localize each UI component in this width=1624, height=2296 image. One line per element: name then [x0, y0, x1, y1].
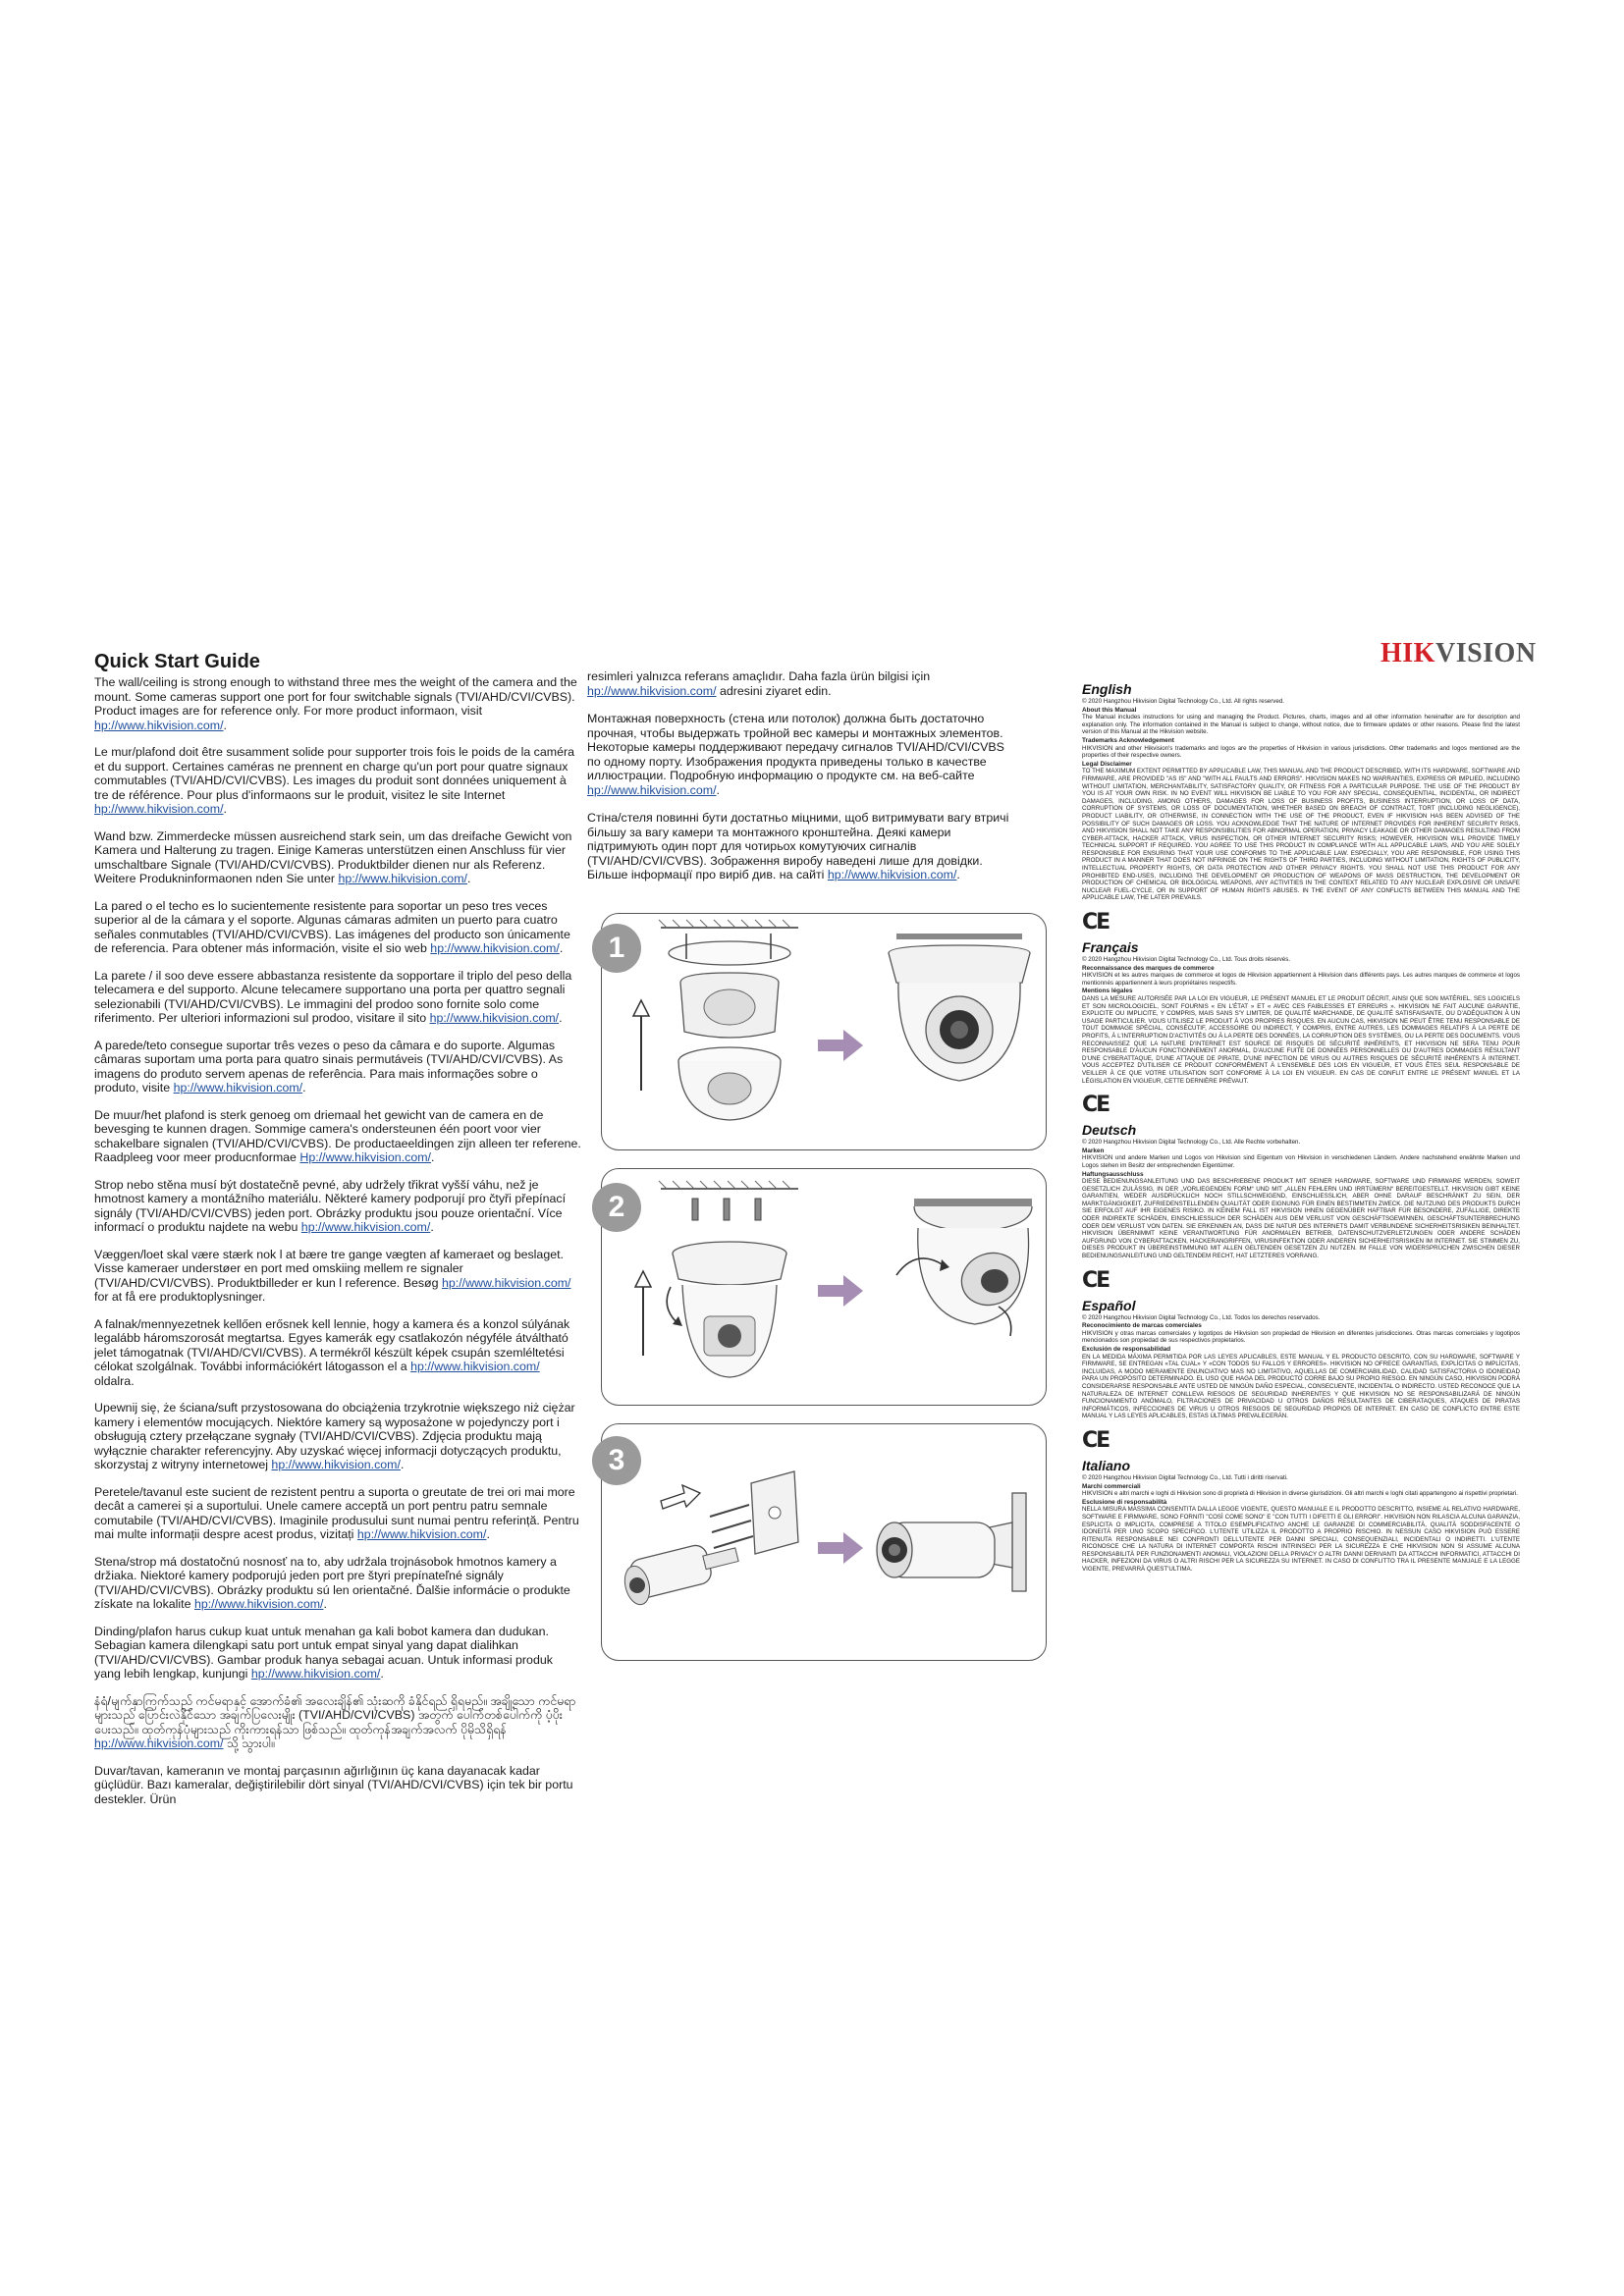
paragraph-text: Peretele/tavanul este sucient de rezistent pentru a suporta o greutate de trei ori mai more decât a camerei și a suportului. Unele camere acceptă un port pentru patru semnale comutabile (TVI/AHD/CVI/CVBS). Imaginile produsului sunt numai pentru referință. Pentru mai multe informații despre acest produs, vizitați	[94, 1484, 579, 1541]
paragraph-text: The wall/ceiling is strong enough to withstand three mes the weight of the camera and the mount. Some cameras support one port for four switchable signals (TVI/AHD/CVI/CVBS). Product images are for reference only. For more product informaon, visit	[94, 675, 577, 718]
paragraph-text: Duvar/tavan, kameranın ve montaj parçasının ağırlığının üç kana dayanacak kadar güçlüdür. Bazı kameralar, değiştirilebilir dört sinyal (TVI/AHD/CVI/CVBS) için tek bir portu destekler. Ürün	[94, 1763, 573, 1806]
trademark-head-german: Marken	[1082, 1147, 1105, 1154]
hikvision-website-link[interactable]: hp://www.hikvision.com/	[587, 782, 717, 797]
ce-mark-icon: CE	[1082, 1093, 1110, 1118]
language-paragraph	[94, 1108, 581, 1165]
language-paragraph	[94, 1764, 581, 1807]
paragraph-text: resimleri yalnızca referans amaçlıdır. Daha fazla ürün bilgisi için	[587, 669, 931, 683]
step-2-number: 2	[592, 1183, 641, 1232]
step-1-number: 1	[592, 924, 641, 973]
paragraph-text: De muur/het plafond is sterk genoeg om driemaal het gewicht van de camera en de bevesging te kunnen dragen. Sommige camera's ondersteunen één poort voor vier schakelbare signalen (TVI/AHD/CVI/CVBS). De productaeeldingen zijn alleen ter referene. Raadpleeg voor meer producnformae	[94, 1107, 581, 1164]
legal-text-english: TO THE MAXIMUM EXTENT PERMITTED BY APPLICABLE LAW, THIS MANUAL AND THE PRODUCT DESCRIBED, WITH ITS HARDWARE, SOFTWARE AND FIRMWARE, ARE PROVIDED "AS IS" AND "WITH ALL FAULTS AND ERRORS". HIKVISION MAKES NO WARRANTIES, EXPRESS OR IMPLIED, INCLUDING WITHOUT LIMITATION, MERCHANTABILITY, SATISFACTORY QUALITY, OR FITNESS FOR A PARTICULAR PURPOSE. THE USE OF THE PRODUCT BY YOU IS AT YOUR OWN RISK. IN NO EVENT WILL HIKVISION BE LIABLE TO YOU FOR ANY SPECIAL, CONSEQUENTIAL, INCIDENTAL, OR INDIRECT DAMAGES, INCLUDING, AMONG OTHERS, DAMAGES FOR LOSS OF BUSINESS PROFITS, BUSINESS INTERRUPTION, OR LOSS OF DATA, CORRUPTION OF SYSTEMS, OR LOSS OF DOCUMENTATION, WHETHER BASED ON BREACH OF CONTRACT, TORT (INCLUDING NEGLIGENCE), PRODUCT LIABILITY, OR OTHERWISE, IN CONNECTION WITH THE USE OF THE PRODUCT, EVEN IF HIKVISION HAS BEEN ADVISED OF THE POSSIBILITY OF SUCH DAMAGES OR LOSS. YOU ACKNOWLEDGE THAT THE NATURE OF INTERNET PROVIDES FOR INHERENT SECURITY RISKS, AND HIKVISION SHALL NOT TAKE ANY RESPONSIBILITIES FOR ABNORMAL OPERATION, PRIVACY LEAKAGE OR OTHER DAMAGES RESULTING FROM CYBER-ATTACK, HACKER ATTACK, VIRUS INSPECTION, OR OTHER INTERNET SECURITY RISKS; HOWEVER, HIKVISION WILL PROVIDE TIMELY TECHNICAL SUPPORT IF REQUIRED. YOU AGREE TO USE THIS PRODUCT IN COMPLIANCE WITH ALL APPLICABLE LAWS, AND YOU ARE SOLELY RESPONSIBLE FOR ENSURING THAT YOUR USE CONFORMS TO THE APPLICABLE LAW. ESPECIALLY, YOU ARE RESPONSIBLE, FOR USING THIS PRODUCT IN A MANNER THAT DOES NOT INFRINGE ON THE RIGHTS OF THIRD PARTIES, INCLUDING WITHOUT LIMITATION, RIGHTS OF PUBLICITY, INTELLECTUAL PROPERTY RIGHTS, OR DATA PROTECTION AND OTHER PRIVACY RIGHTS. YOU SHALL NOT USE THIS PRODUCT FOR ANY PROHIBITED END-USES, INCLUDING THE DEVELOPMENT OR PRODUCTION OF WEAPONS OF MASS DESTRUCTION, THE DEVELOPMENT OR PRODUCTION OF CHEMICAL OR BIOLOGICAL WEAPONS, ANY ACTIVITIES IN THE CONTEXT RELATED TO ANY NUCLEAR EXPLOSIVE OR UNSAFE NUCLEAR FUEL-CYCLE, OR IN SUPPORT OF HUMAN RIGHTS ABUSES. IN THE EVENT OF ANY CONFLICTS BETWEEN THIS MANUAL AND THE APPLICABLE LAW, THE LATER PREVAILS.	[1082, 768, 1520, 902]
language-paragraph	[94, 899, 581, 956]
legal-text-spanish: EN LA MEDIDA MÁXIMA PERMITIDA POR LAS LEYES APLICABLES, ESTE MANUAL Y EL PRODUCTO DESCRITO, CON SU HARDWARE, SOFTWARE Y FIRMWARE, SE ENTREGAN «TAL CUAL» Y «CON TODOS SU FALLOS Y ERRORES». HIKVISION NO OFRECE GARANTÍAS, EXPLÍCITAS O IMPLÍCITAS, INCLUIDAS, A MODO MERAMENTE ENUNCIATIVO MAS NO LIMITATIVO, AQUELLAS DE COMERCIABILIDAD, CALIDAD SATISFACTORIA O IDONEIDAD PARA UN PROPÓSITO DETERMINADO. EL USO QUE HAGA DEL PRODUCTO CORRE BAJO SU PROPIO RIESGO. EN NINGÚN CASO, HIKVISION PODRÁ CONSIDERARSE RESPONSABLE ANTE USTED DE NINGÚN DAÑO ESPECIAL, CONSECUENTE, INCIDENTAL O INDIRECTO. USTED RECONOCE QUE LA NATURALEZA DE INTERNET CONLLEVA RIESGOS DE SEGURIDAD INHERENTES Y QUE HIKVISION NO SE RESPONSABILIZARÁ DE NINGÚN FUNCIONAMIENTO ANÓMALO, FILTRACIONES DE PRIVACIDAD U OTROS DAÑOS RESULTANTES DE CIBERATAQUES, ATAQUES DE PIRATAS INFORMÁTICOS, INFECCIONES DE VIRUS U OTROS RIESGOS DE SEGURIDAD PROPIOS DE INTERNET. EN CASO DE CONFLICTO ENTRE ESTE MANUAL Y LAS LEYES APLICABLES, ESTAS ÚLTIMAS PREVALECERÁN.	[1082, 1353, 1520, 1420]
trademark-head-english: Trademarks Acknowledgement	[1082, 736, 1174, 744]
hikvision-website-link[interactable]: hp://www.hikvision.com/	[300, 1220, 431, 1234]
language-paragraph	[94, 1485, 581, 1542]
ce-mark-icon: CE	[1082, 910, 1110, 935]
language-paragraph	[94, 1401, 581, 1472]
step-2-panel	[601, 1168, 1047, 1406]
language-paragraph	[587, 669, 1019, 698]
paragraph-text: နံရံ/မျက်နှာကြက်သည် ကင်မရာနှင့် အောက်ခံ၏ အလေးချိန်၏ သုံးဆကို ခံနိုင်ရည် ရှိရမည်။ အချို့သော ကင်မရာများသည် ပြောင်းလဲနိုင်သော အချက်ပြလေးမျိုး (TVI/AHD/CVI/CVBS) အတွက် ပေါက်တစ်ပေါက်ကို ပံ့ပိုးပေးသည်။ ထုတ်ကုန်ပုံများသည် ကိုးကားရန်သာ ဖြစ်သည်။ ထုတ်ကုန်အချက်အလက် ပိုမိုသိရှိရန်	[94, 1693, 576, 1736]
language-paragraph	[94, 1555, 581, 1612]
step-1-panel	[601, 913, 1047, 1150]
hikvision-website-link[interactable]: Hp://www.hikvision.com/	[299, 1150, 431, 1164]
trademark-text-italian: HIKVISION e altri marchi e loghi di Hikvision sono di proprietà di Hikvision in diverse giurisdizioni. Gli altri marchi e loghi citati appartengono ai rispettivi proprietari.	[1082, 1490, 1518, 1498]
hikvision-website-link[interactable]: hp://www.hikvision.com/	[827, 868, 957, 881]
legal-head-spanish: Exclusión de responsabilidad	[1082, 1346, 1171, 1353]
language-paragraph	[94, 1039, 581, 1095]
hikvision-website-link[interactable]: hp://www.hikvision.com/	[173, 1081, 303, 1095]
lang-title-italian: Italiano	[1082, 1457, 1131, 1473]
lang-title-english: English	[1082, 681, 1132, 697]
trademark-head-italian: Marchi commerciali	[1082, 1482, 1141, 1490]
left-paragraphs	[94, 675, 581, 1806]
paragraph-suffix: .	[431, 1150, 435, 1164]
language-paragraph	[94, 969, 581, 1026]
step-3-illustration	[602, 1424, 1046, 1660]
step-3-number: 3	[592, 1436, 641, 1485]
language-paragraph	[94, 1625, 581, 1682]
left-column	[94, 650, 581, 1819]
legal-text-french: DANS LA MESURE AUTORISÉE PAR LA LOI EN VIGUEUR, LE PRÉSENT MANUEL ET LE PRODUIT DÉCRIT, AINSI QUE SON MATÉRIEL, SES LOGICIELS ET SON MICROLOGICIEL, SONT FOURNIS « EN L'ÉTAT » ET « AVEC CES FAIBLESSES ET ERREURS ». HIKVISION NE FAIT AUCUNE GARANTIE, EXPLICITE OU IMPLICITE, Y COMPRIS, MAIS SANS S'Y LIMITER, DE QUALITÉ MARCHANDE, DE QUALITÉ SATISFAISANTE, OU D'ADÉQUATION À UN USAGE PARTICULIER. VOUS UTILISEZ LE PRODUIT À VOS PROPRES RISQUES. EN AUCUN CAS, HIKVISION NE PEUT ÊTRE TENU RESPONSABLE DE TOUT DOMMAGE SPÉCIAL, CONSÉCUTIF, ACCESSOIRE OU INDIRECT, Y COMPRIS, ENTRE AUTRES, LES DOMMAGES RELATIFS À LA PERTE DE PROFITS, À L'INTERRUPTION D'ACTIVITÉS OU À LA PERTE DES DONNÉES, LA CORRUPTION DES SYSTÈMES, OU LA PERTE DES DOCUMENTS. VOUS RECONNAISSEZ QUE LA NATURE D'INTERNET EST SOURCE DE RISQUES DE SÉCURITÉ INHÉRENTS, ET HIKVISION NE SERA TENU POUR RESPONSABLE D'AUCUN FONCTIONNEMENT ANORMAL, D'AUCUNE FUITE DE DONNÉES PERSONNELLES OU D'AUTRES DOMMAGES RÉSULTANT D'UNE CYBERATTAQUE, D'UNE ATTAQUE DE PIRATE, D'UNE INFECTION DE VIRUS OU AUTRES RISQUES DE SÉCURITÉ INHÉRENTS À INTERNET. VOUS ACCEPTEZ D'UTILISER CE PRODUIT CONFORMÉMENT À L'ENSEMBLE DES LOIS EN VIGUEUR, ET VOUS ÊTES SEUL RESPONSABLE DE VEILLER À CE QUE VOTRE UTILISATION SOIT CONFORME À LA LOI EN VIGUEUR. EN CAS DE CONFLIT ENTRE LE PRÉSENT MANUEL ET LA LÉGISLATION EN VIGUEUR, CETTE DERNIÈRE PRÉVAUT.	[1082, 995, 1520, 1085]
hikvision-website-link[interactable]: hp://www.hikvision.com/	[271, 1458, 401, 1471]
paragraph-suffix: .	[430, 1220, 434, 1234]
paragraph-text: A parede/teto consegue suportar três vezes o peso da câmara e do suporte. Algumas câmaras suportam uma porta para quatro sinais permutáveis (TVI/AHD/CVI/CVBS). As imagens do produto servem apenas de referência. Para mais informações sobre o produto, visite	[94, 1038, 564, 1095]
paragraph-suffix: .	[323, 1597, 327, 1611]
hikvision-website-link[interactable]: hp://www.hikvision.com/	[193, 1597, 324, 1611]
copyright-french: © 2020 Hangzhou Hikvision Digital Technology Co., Ltd. Tous droits réservés.	[1082, 956, 1291, 964]
trademark-text-spanish: HIKVISION y otras marcas comerciales y logotipos de Hikvision son propiedad de Hikvision en diferentes jurisdicciones. Otras marcas comerciales y logotipos mencionados son propiedad de sus respectivos propietarios.	[1082, 1329, 1520, 1345]
trademark-head-spanish: Reconocimiento de marcas comerciales	[1082, 1322, 1202, 1330]
hikvision-website-link[interactable]: hp://www.hikvision.com/	[441, 1275, 571, 1290]
language-paragraph	[94, 1694, 581, 1751]
hikvision-website-link[interactable]: hp://www.hikvision.com/	[94, 718, 224, 732]
language-paragraph	[94, 745, 581, 817]
legal-head-english: Legal Disclaimer	[1082, 760, 1132, 768]
hikvision-website-link[interactable]: hp://www.hikvision.com/	[587, 683, 717, 698]
paragraph-text: La pared o el techo es lo sucientemente resistente para soportar un peso tres veces superior al de la cámara y el soporte. Algunas cámaras admiten un puerto para cuatro señales conmutables (TVI/AHD/CVI/CVBS). Las imágenes del producto son únicamente de referencia. Para obtener más información, visite el sio web	[94, 898, 570, 955]
paragraph-text: Strop nebo stěna musí být dostatečně pevné, aby udržely třikrat vyšší váhu, než je hmotnost kamery a montážního materiálu. Některé kamery podporují pro čtyři přepínací signály (TVI/AHD/CVI/CVBS) jeden port. Obrázky produktu jsou pouze orientační. Více informací o produktu najdete na webu	[94, 1177, 567, 1234]
step-2-illustration	[602, 1169, 1046, 1405]
lang-title-spanish: Español	[1082, 1297, 1136, 1313]
hikvision-website-link[interactable]: hp://www.hikvision.com/	[356, 1527, 487, 1541]
paragraph-suffix: .	[400, 1458, 405, 1471]
copyright-english: © 2020 Hangzhou Hikvision Digital Technology Co., Ltd. All rights reserved.	[1082, 698, 1284, 705]
trademark-head-french: Reconnaissance des marques de commerce	[1082, 964, 1215, 972]
legal-head-italian: Esclusione di responsabilità	[1082, 1498, 1167, 1506]
language-paragraph	[587, 811, 1019, 882]
trademark-text-french: HIKVISION et les autres marques de commerce et logos de Hikvision appartiennent à Hikvision dans différents pays. Les autres marques de commerce et logos mentionnés appartiennent à leurs propriétaires respectifs.	[1082, 972, 1520, 987]
manual-head-english: About this Manual	[1082, 706, 1137, 714]
legal-text-italian: NELLA MISURA MASSIMA CONSENTITA DALLA LEGGE VIGENTE, QUESTO MANUALE E IL PRODOTTO DESCRITTO, INSIEME AL RELATIVO HARDWARE, SOFTWARE E FIRMWARE, SONO FORNITI "COSÌ COME SONO" E "CON TUTTI I DIFETTI E GLI ERRORI". HIKVISION NON RILASCIA ALCUNA GARANZIA, ESPLICITA O IMPLICITA, COMPRESE A TITOLO ESEMPLIFICATIVO ANCHE LE GARANZIE DI COMMERCIABILITÀ, QUALITÀ SODDISFACENTE O IDONEITÀ PER UNO SCOPO SPECIFICO. L'UTENTE UTILIZZA IL PRODOTTO A PROPRIO RISCHIO. IN NESSUN CASO HIKVISION PUÒ ESSERE RITENUTA RESPONSABILE NEI CONFRONTI DELL'UTENTE PER DANNI SPECIALI, CONSEQUENZIALI, INCIDENTALI O INDIRETTI. L'UTENTE RICONOSCE CHE LA NATURA DI INTERNET COMPORTA RISCHI INTRINSECI PER LA SICUREZZA E CHE HIKVISION NON SI ASSUME ALCUNA RESPONSABILITÀ PER FUNZIONAMENTI ANOMALI, VIOLAZIONI DELLA PRIVACY O ALTRI DANNI DERIVANTI DA ATTACCHI INFORMATICI, ATTACCHI DI HACKER, INFEZIONI DA VIRUS O ALTRI RISCHI PER LA SICUREZZA SU INTERNET. IN CASO DI CONFLITTO TRA IL PRESENTE MANUALE E LA LEGGE VIGENTE, PREVARRÀ QUEST'ULTIMA.	[1082, 1506, 1520, 1574]
legal-text-german: DIESE BEDIENUNGSANLEITUNG UND DAS BESCHRIEBENE PRODUKT MIT SEINER HARDWARE, SOFTWARE UND FIRMWARE WERDEN, SOWEIT GESETZLICH ZULÄSSIG, IN DER „VORLIEGENDEN FORM“ UND MIT „ALLEN FEHLERN UND IRRTÜMERN“ BEREITGESTELLT. HIKVISION GIBT KEINE GARANTIEN, WEDER AUSDRÜCKLICH NOCH STILLSCHWEIGEND, EINSCHLIESSLICH, ABER OHNE DARAUF BESCHRÄNKT ZU SEIN, DER MARKTGÄNGIGKEIT, ZUFRIEDENSTELLENDEN QUALITÄT ODER EIGNUNG FÜR EINEN BESTIMMTEN ZWECK. DIE NUTZUNG DES PRODUKTS DURCH SIE ERFOLGT AUF IHR EIGENES RISIKO. IN KEINEM FALL IST HIKVISION IHNEN GEGENÜBER HAFTBAR FÜR BESONDERE, ZUFÄLLIGE, DIREKTE ODER INDIREKTE SCHÄDEN, EINSCHLIESSLICH DER SCHÄDEN AUS DEM VERLUST VON GESCHÄFTSGEWINNEN, GESCHÄFTSUNTERBRECHUNG ODER DEM VERLUST VON DATEN. SIE ERKENNEN AN, DASS DIE NATUR DES INTERNETS DAMIT VERBUNDENE SICHERHEITSRISIKEN BEINHALTET. HIKVISION ÜBERNIMMT KEINE VERANTWORTUNG FÜR ANORMALEN BETRIEB, DATENSCHUTZVERLETZUNGEN ODER ANDERE SCHÄDEN AUFGRUND VON CYBERATTACKEN, HACKERANGRIFFEN, VIRUSINFEKTION ODER ANDEREN SICHERHEITSRISIKEN IM INTERNET. SIE STIMMEN ZU, DIESES PRODUKT IN ÜBEREINSTIMMUNG MIT ALLEN GELTENDEN GESETZEN ZU NUTZEN. IM FALLE VON WIDERSPRÜCHEN ZWISCHEN DIESER BEDIENUNGSANLEITUNG UND GELTENDEM RECHT, HAT LETZTERES VORRANG.	[1082, 1178, 1520, 1260]
ce-mark-icon: CE	[1082, 1427, 1110, 1453]
legal-head-french: Mentions légales	[1082, 988, 1133, 995]
paragraph-suffix: for at få ere produktoplysninger.	[94, 1290, 266, 1304]
hikvision-website-link[interactable]: hp://www.hikvision.com/	[430, 941, 560, 955]
language-paragraph	[94, 829, 581, 886]
paragraph-suffix: oldalra.	[94, 1373, 135, 1388]
copyright-spanish: © 2020 Hangzhou Hikvision Digital Technology Co., Ltd. Todos los derechos reservados.	[1082, 1313, 1321, 1321]
step-3-panel	[601, 1423, 1047, 1661]
hikvision-website-link[interactable]: hp://www.hikvision.com/	[94, 1736, 224, 1750]
paragraph-suffix: .	[486, 1527, 490, 1541]
lang-title-german: Deutsch	[1082, 1122, 1137, 1139]
paragraph-suffix: .	[302, 1081, 306, 1095]
paragraph-text: Le mur/plafond doit être susamment solide pour supporter trois fois le poids de la caméra et du support. Certaines caméras ne prennent en charge qu'un port pour quatre signaux commutables (TVI/AHD/CVI/CVBS). Les images du produit sont données uniquement à tre de référence. Pour plus d'informaons sur le produit, visitez le site Internet	[94, 745, 574, 802]
language-paragraph	[587, 712, 1019, 797]
legal-head-german: Haftungsausschluss	[1082, 1170, 1144, 1178]
lang-title-french: Français	[1082, 939, 1139, 956]
language-paragraph	[94, 1317, 581, 1389]
paragraph-text: Stena/strop má dostatočnú nosnosť na to, aby udržala trojnásobok hmotnos kamery a držiaka. Niektoré kamery podporujú jeden port pre štyri prepínateľné signály (TVI/AHD/CVI/CVBS). Obrázky produktu sú len orientačné. Ďalšie informácie o produkte získate na lokalite	[94, 1554, 570, 1611]
language-paragraph	[94, 1248, 581, 1305]
hikvision-website-link[interactable]: hp://www.hikvision.com/	[429, 1011, 560, 1025]
copyright-italian: © 2020 Hangzhou Hikvision Digital Technology Co., Ltd. Tutti i diritti riservati.	[1082, 1473, 1288, 1481]
manual-text-english: The Manual includes instructions for using and managing the Product. Pictures, charts, images and all other information hereinafter are for description and explanation only. The information contained in the Manual is subject to change, without notice, due to firmware updates or other reasons. Please find the latest version of this Manual at the Hikvision website.	[1082, 714, 1520, 736]
hikvision-website-link[interactable]: hp://www.hikvision.com/	[410, 1360, 540, 1373]
paragraph-text: Upewnij się, że ściana/suft przystosowana do obciążenia trzykrotnie większego niż ciężar kamery i elementów mocujących. Niektóre kamery są wyposażone w pojedynczy port i obsługują cztery przełączane sygnały (TVI/AHD/CVI/CVBS). Zdjęcia produktu mają wyłącznie charakter referencyjny. Aby uzyskać więcej informacji dotyczących produktu, skorzystaj z witryny internetowej	[94, 1401, 575, 1471]
paragraph-text: Стіна/стеля повинні бути достатньо міцними, щоб витримувати вагу втричі більшу за вагу камери та монтажного кронштейна. Деякі камери підтримують один порт для чотирьох комутуючих сигналів (TVI/AHD/CVI/CVBS). Зображення виробу наведені лише для довідки. Більше інформації про виріб див. на сайті	[587, 811, 1009, 881]
ce-mark-icon: CE	[1082, 1267, 1110, 1293]
legal-section-english	[1082, 681, 1520, 935]
paragraph-suffix: သို့ သွားပါ။	[223, 1736, 275, 1750]
language-paragraph	[94, 1178, 581, 1235]
trademark-text-english: HIKVISION and other Hikvision's trademarks and logos are the properties of Hikvision in various jurisdictions. Other trademarks and logos mentioned are the properties of their respective owners.	[1082, 744, 1520, 760]
middle-paragraphs	[587, 669, 1019, 882]
paragraph-suffix: .	[466, 872, 471, 885]
paragraph-suffix: adresini ziyaret edin.	[716, 683, 832, 698]
hikvision-website-link[interactable]: hp://www.hikvision.com/	[94, 802, 224, 816]
hikvision-logo: HIKVISION	[1380, 638, 1537, 668]
paragraph-suffix: .	[223, 802, 227, 816]
paragraph-text: La parete / il soo deve essere abbastanza resistente da sopportare il triplo del peso della telecamera e del supporto. Alcune telecamere supportano una porta per quattro segnali selezionabili (TVI/AHD/CVI/CVBS). Le immagini del prodoo sono fornite solo come riferimento. Per ulteriori informazioni sul prodoo, visitare il sito	[94, 968, 572, 1025]
step-1-illustration	[602, 914, 1046, 1149]
paragraph-text: Dinding/plafon harus cukup kuat untuk menahan ga kali bobot kamera dan dudukan. Sebagian kamera dilengkapi satu port untuk empat sinyal yang dapat dialihkan (TVI/AHD/CVI/CVBS). Gambar produk hanya sebagai acuan. Untuk informasi produk yang lebih lengkap, kunjungi	[94, 1624, 553, 1681]
hikvision-website-link[interactable]: hp://www.hikvision.com/	[338, 872, 467, 885]
language-paragraph	[94, 675, 581, 732]
paragraph-suffix: .	[716, 782, 720, 797]
paragraph-suffix: .	[380, 1667, 384, 1681]
paragraph-text: A falnak/mennyezetnek kellően erősnek kell lennie, hogy a kamera és a konzol súlyának legalább háromszorosát megtartsa. Egyes kamerák egy csatlakozón négyféle átváltható jelet támogatnak (TVI/AHD/CVI/CVBS). A termékről készült képek csupán szemléltetési célokat szolgálnak. További információkért látogasson el a	[94, 1316, 570, 1373]
paragraph-text: Wand bzw. Zimmerdecke müssen ausreichend stark sein, um das dreifache Gewicht von Kamera und Halterung zu tragen. Einige Kameras unterstützen einen Anschluss für vier umschaltbare Signale (TVI/AHD/CVI/CVBS). Produktbilder dienen nur als Referenz. Weitere Produkninformaonen nden Sie unter	[94, 828, 572, 885]
guide-title: Quick Start Guide	[94, 651, 260, 672]
legal-section-french	[1082, 939, 1520, 1118]
middle-column	[587, 669, 1019, 896]
paragraph-text: Væggen/loet skal være stærk nok l at bære tre gange vægten af kameraet og beslaget. Visse kameraer understøer en port med omskiing mellem re signaler (TVI/AHD/CVI/CVBS). Produktbilleder er kun l reference. Besøg	[94, 1247, 564, 1290]
copyright-german: © 2020 Hangzhou Hikvision Digital Technology Co., Ltd. Alle Rechte vorbehalten.	[1082, 1139, 1301, 1147]
hikvision-website-link[interactable]: hp://www.hikvision.com/	[250, 1667, 381, 1681]
paragraph-suffix: .	[559, 1011, 563, 1025]
legal-section-spanish	[1082, 1298, 1520, 1454]
legal-section-italian	[1082, 1458, 1520, 1574]
legal-column	[1082, 677, 1520, 1575]
paragraph-suffix: .	[956, 868, 960, 881]
legal-section-german	[1082, 1122, 1520, 1294]
paragraph-suffix: .	[559, 941, 564, 955]
trademark-text-german: HIKVISION und andere Marken und Logos von Hikvision sind Eigentum von Hikvision in verschiedenen Ländern. Andere nachstehend erwähnte Marken und Logos stehen im Besitz der entsprechenden Eigentümer.	[1082, 1154, 1520, 1169]
paragraph-text: Монтажная поверхность (стена или потолок) должна быть достаточно прочная, чтобы выдержать тройной вес камеры и монтажных элементов. Некоторые камеры поддерживают передачу сигналов TVI/AHD/CVI/CVBS по одному порту. Изображения продукта приведены только в качестве иллюстрации. Подробную информацию о продукте см. на веб-сайте	[587, 712, 1004, 782]
paragraph-suffix: .	[223, 718, 227, 732]
